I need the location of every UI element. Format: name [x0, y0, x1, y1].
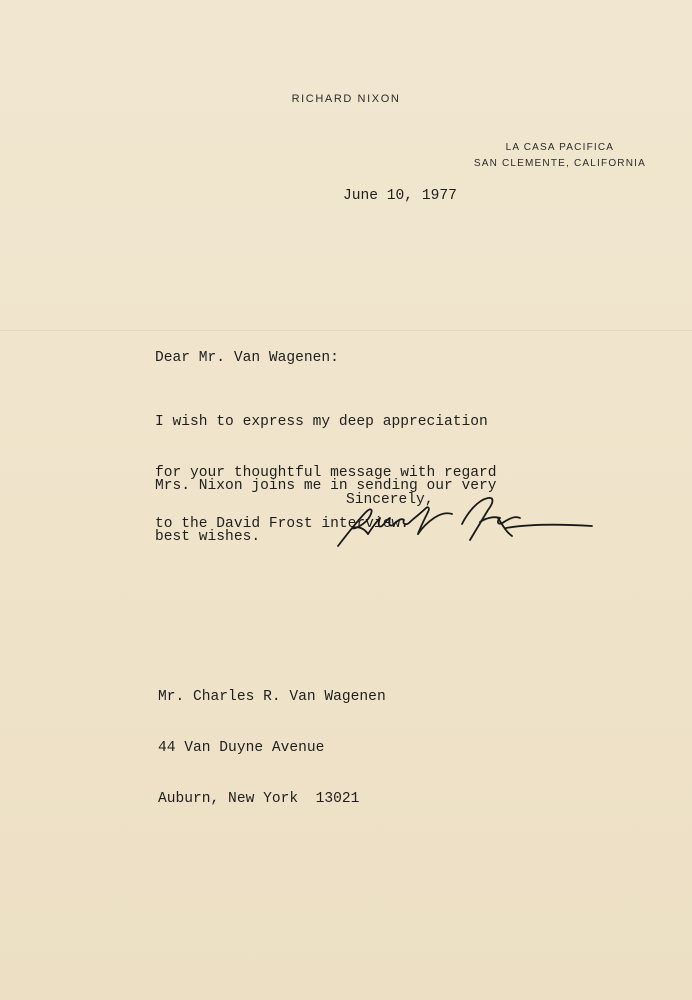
- closing: Sincerely,: [346, 492, 434, 508]
- recipient-name: Mr. Charles R. Van Wagenen: [158, 689, 386, 705]
- letterhead-address: [474, 140, 646, 172]
- body-line: I wish to express my deep appreciation: [155, 414, 488, 430]
- salutation: Dear Mr. Van Wagenen:: [155, 350, 339, 366]
- body-line: for your thoughtful message with regard: [155, 465, 497, 481]
- letterhead-name: RICHARD NIXON: [291, 93, 401, 105]
- recipient-street: 44 Van Duyne Avenue: [158, 740, 325, 756]
- signature-image: [330, 488, 600, 558]
- paper-fold: [0, 330, 692, 331]
- recipient-city: Auburn, New York 13021: [158, 791, 360, 807]
- letter-date: June 10, 1977: [343, 188, 457, 204]
- body-line: to the David Frost interview.: [155, 516, 409, 532]
- body-line: Mrs. Nixon joins me in sending our very: [155, 478, 497, 494]
- recipient-address: [158, 655, 386, 842]
- body-line: best wishes.: [155, 529, 261, 545]
- letterhead-address-line1: LA CASA PACIFICA: [505, 142, 615, 153]
- letterhead-address-line2: SAN CLEMENTE, CALIFORNIA: [473, 158, 646, 169]
